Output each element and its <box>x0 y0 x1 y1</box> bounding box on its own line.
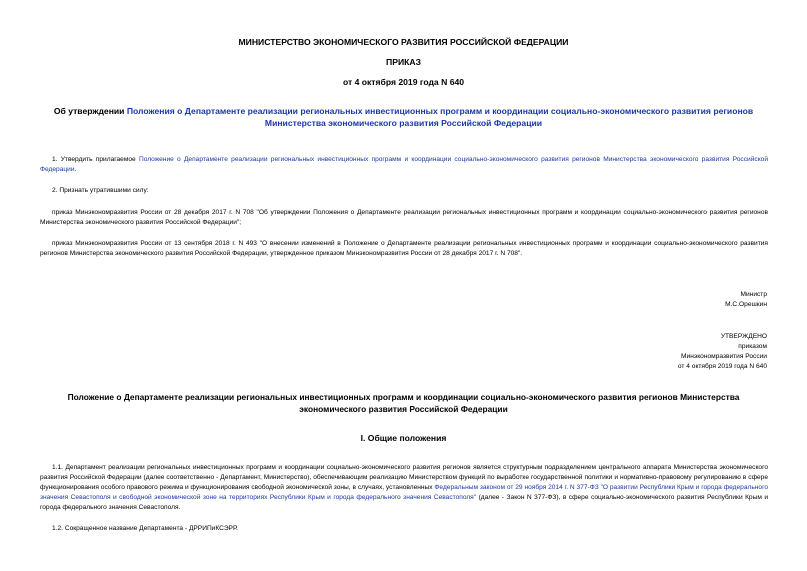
paragraph-1-suffix: . <box>74 166 77 173</box>
ministry-heading: МИНИСТЕРСТВО ЭКОНОМИЧЕСКОГО РАЗВИТИЯ РОССИЙСКОЙ ФЕДЕРАЦИИ <box>238 37 569 47</box>
approved-line-4: от 4 октября 2019 года N 640 <box>677 363 767 370</box>
signature-name: М.С.Орешкин <box>725 301 767 308</box>
paragraph-1-1 <box>40 463 768 513</box>
paragraph-3: приказ Минэкономразвития России от 28 декабря 2017 г. N 708 "Об утверждении Положения о Департаменте реализации региональных инвестиционных программ и координации социально-экономического развития регионов Министерства экономического развития Российской Федерации"; <box>40 209 768 226</box>
paragraph-2: 2. Признать утратившими силу: <box>52 187 149 194</box>
signature-block <box>725 290 767 310</box>
date-number-heading: от 4 октября 2019 года N 640 <box>342 77 465 87</box>
approved-line-1: УТВЕРЖДЕНО <box>720 333 767 340</box>
order-title-prefix: Об утверждении <box>53 106 127 116</box>
doc-type-heading: ПРИКАЗ <box>386 57 421 67</box>
paragraph-1 <box>40 155 768 175</box>
section-title: I. Общие положения <box>360 433 447 443</box>
signature-title: Министр <box>740 291 767 298</box>
regulation-title: Положение о Департаменте реализации региональных инвестиционных программ и координации социально-экономического развития регионов Министерства экономического развития Российской Федерации <box>67 392 740 414</box>
approved-line-2: приказом <box>738 343 767 350</box>
paragraph-1-1-text-a: 1.1. Департамент реализации региональных инвестиционных программ и координации социально-экономического развития регионов является структурным подразделением центрального аппарата Министерства экономического развития Российской Федерации (далее соответственно - Департамент, Министерство), обеспечивающим реализацию Министерством функций по выработке государственной политики и нормативно-правовому регулированию в сфере функционирования особого правового режима и функционирования свободной экономической зоны, в случаях, установленных <box>40 464 768 491</box>
order-title-link[interactable]: Положения о Департаменте реализации региональных инвестиционных программ и координации социально-экономического развития регионов Министерства экономического развития Российской Федерации <box>126 106 754 128</box>
paragraph-1-1-text-b: (далее - Закон N 377-ФЗ), в сфере социально-экономического развития Республики Крым и города федерального значения Севастополя. <box>40 494 768 511</box>
approved-line-3: Минэкономразвития России <box>681 353 767 360</box>
approval-stamp-block <box>678 332 767 372</box>
federal-law-link[interactable]: Федеральным законом от 29 ноября 2014 г. N 377-ФЗ "О развитии Республики Крым и города федерального значения Севастополя и свободной экономической зоне на территориях Республики Крым и города федерального значения Севастополя" <box>40 484 769 501</box>
regulation-link[interactable]: Положение о Департаменте реализации региональных инвестиционных программ и координации социально-экономического развития регионов Министерства экономического развития Российской Федерации <box>40 156 768 173</box>
order-title <box>40 105 767 129</box>
paragraph-1-prefix: 1. Утвердить прилагаемое <box>52 156 139 163</box>
paragraph-4: приказ Минэкономразвития России от 13 сентября 2018 г. N 493 "О внесении изменений в Положение о Департаменте реализации региональных инвестиционных программ и координации социально-экономического развития регионов Министерства экономического развития Российской Федерации, утвержденное приказом Минэкономразвития России от 28 декабря 2017 г. N 708". <box>40 240 768 257</box>
paragraph-1-2: 1.2. Сокращенное название Департамента - ДРРИПиКСЭРР. <box>52 525 238 532</box>
